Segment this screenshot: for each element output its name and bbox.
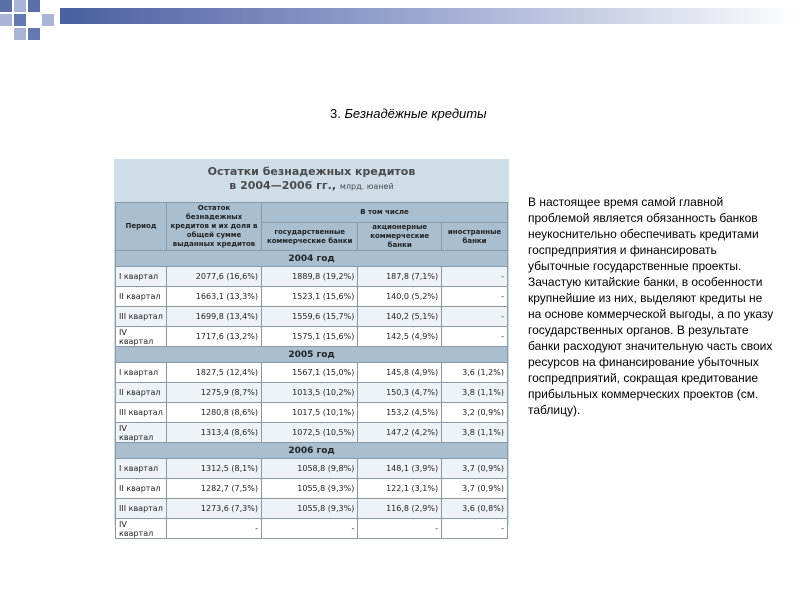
deco-square: [0, 0, 12, 12]
cell-state: 1889,8 (19,2%): [262, 267, 358, 287]
cell-period: III квартал: [116, 499, 167, 519]
year-row: [116, 251, 508, 267]
table-row: [116, 403, 508, 423]
cell-total: 1827,5 (12,4%): [167, 363, 262, 383]
cell-foreign: -: [442, 267, 508, 287]
table-row: [116, 423, 508, 443]
table-title-years: в 2004—2006 гг.,: [229, 179, 336, 192]
cell-foreign: -: [442, 519, 508, 539]
header-state-banks: государственные коммерческие банки: [262, 223, 358, 251]
year-label: 2006 год: [116, 443, 508, 459]
cell-total: 1282,7 (7,5%): [167, 479, 262, 499]
cell-foreign: 3,2 (0,9%): [442, 403, 508, 423]
cell-foreign: 3,6 (1,2%): [442, 363, 508, 383]
deco-square: [0, 14, 12, 26]
cell-joint: 187,8 (7,1%): [358, 267, 442, 287]
deco-square: [28, 28, 40, 40]
header-period: Период: [116, 203, 167, 251]
cell-joint: -: [358, 519, 442, 539]
body-text: [528, 194, 778, 418]
cell-state: 1559,6 (15,7%): [262, 307, 358, 327]
table-row: [116, 267, 508, 287]
table-row: [116, 363, 508, 383]
deco-square: [14, 0, 26, 12]
year-row: [116, 443, 508, 459]
cell-joint: 147,2 (4,2%): [358, 423, 442, 443]
cell-state: 1013,5 (10,2%): [262, 383, 358, 403]
cell-total: 1280,8 (8,6%): [167, 403, 262, 423]
cell-period: I квартал: [116, 459, 167, 479]
cell-period: IV квартал: [116, 423, 167, 443]
header-including: В том числе: [262, 203, 508, 223]
cell-period: II квартал: [116, 383, 167, 403]
cell-foreign: 3,8 (1,1%): [442, 383, 508, 403]
cell-period: I квартал: [116, 363, 167, 383]
cell-total: 1663,1 (13,3%): [167, 287, 262, 307]
table-title-line1: Остатки безнадежных кредитов: [207, 165, 416, 178]
header-foreign-banks: иностранные банки: [442, 223, 508, 251]
cell-joint: 153,2 (4,5%): [358, 403, 442, 423]
table-row: [116, 287, 508, 307]
cell-joint: 148,1 (3,9%): [358, 459, 442, 479]
top-gradient-bar: [60, 8, 800, 24]
year-label: 2005 год: [116, 347, 508, 363]
cell-period: IV квартал: [116, 327, 167, 347]
table-title-line2: [114, 179, 509, 194]
cell-period: IV квартал: [116, 519, 167, 539]
cell-state: 1567,1 (15,0%): [262, 363, 358, 383]
slide-title: [330, 106, 487, 121]
deco-square: [14, 14, 26, 26]
cell-joint: 140,0 (5,2%): [358, 287, 442, 307]
cell-state: 1523,1 (15,6%): [262, 287, 358, 307]
cell-state: 1072,5 (10,5%): [262, 423, 358, 443]
cell-foreign: 3,8 (1,1%): [442, 423, 508, 443]
body-paragraph: В настоящее время самой главной проблемой является обязанность банков неукоснительно обеспечивать кредитами госпредприятия и финансировать убыточные государственные проекты. Зачастую китайские банки, в особенности крупнейшие из них, выделяют кредиты не на основе коммерческой выгоды, а по указу государственных органов. В результате банки расходуют значительную часть своих ресурсов на финансирование убыточных госпредприятий, сокращая кредитование прибыльных коммерческих проектов (см. таблицу).: [528, 195, 774, 417]
cell-foreign: 3,7 (0,9%): [442, 459, 508, 479]
table-body: [116, 251, 508, 539]
cell-total: 1699,8 (13,4%): [167, 307, 262, 327]
header-joint-banks: акционерные коммерческие банки: [358, 223, 442, 251]
cell-total: 1275,9 (8,7%): [167, 383, 262, 403]
cell-state: 1017,5 (10,1%): [262, 403, 358, 423]
deco-square: [42, 14, 54, 26]
cell-period: II квартал: [116, 287, 167, 307]
cell-period: III квартал: [116, 403, 167, 423]
slide-title-text: Безнадёжные кредиты: [344, 106, 487, 121]
table-unit: млрд. юаней: [339, 182, 394, 191]
cell-joint: 140,2 (5,1%): [358, 307, 442, 327]
cell-joint: 116,8 (2,9%): [358, 499, 442, 519]
cell-foreign: -: [442, 327, 508, 347]
cell-joint: 150,3 (4,7%): [358, 383, 442, 403]
cell-joint: 145,8 (4,9%): [358, 363, 442, 383]
table-row: [116, 307, 508, 327]
slide-title-number: 3.: [330, 106, 341, 121]
cell-total: 1312,5 (8,1%): [167, 459, 262, 479]
cell-period: III квартал: [116, 307, 167, 327]
cell-total: 1313,4 (8,6%): [167, 423, 262, 443]
header-balance: Остаток безнадежных кредитов и их доля в общей сумме выданных кредитов: [167, 203, 262, 251]
cell-joint: 122,1 (3,1%): [358, 479, 442, 499]
table-row: [116, 499, 508, 519]
cell-period: I квартал: [116, 267, 167, 287]
cell-period: II квартал: [116, 479, 167, 499]
cell-state: 1058,8 (9,8%): [262, 459, 358, 479]
cell-foreign: -: [442, 307, 508, 327]
cell-total: 2077,6 (16,6%): [167, 267, 262, 287]
cell-state: 1055,8 (9,3%): [262, 499, 358, 519]
table-row: [116, 383, 508, 403]
cell-foreign: 3,7 (0,9%): [442, 479, 508, 499]
deco-square: [28, 0, 40, 12]
cell-state: 1575,1 (15,6%): [262, 327, 358, 347]
cell-foreign: 3,6 (0,8%): [442, 499, 508, 519]
table-row: [116, 479, 508, 499]
deco-square: [14, 28, 26, 40]
table-row: [116, 459, 508, 479]
cell-joint: 142,5 (4,9%): [358, 327, 442, 347]
loans-table-panel: [114, 159, 509, 538]
cell-foreign: -: [442, 287, 508, 307]
loans-table: [115, 202, 508, 539]
cell-total: 1273,6 (7,3%): [167, 499, 262, 519]
cell-total: 1717,6 (13,2%): [167, 327, 262, 347]
table-row: [116, 327, 508, 347]
year-label: 2004 год: [116, 251, 508, 267]
cell-state: -: [262, 519, 358, 539]
table-row: [116, 519, 508, 539]
year-row: [116, 347, 508, 363]
cell-total: -: [167, 519, 262, 539]
cell-state: 1055,8 (9,3%): [262, 479, 358, 499]
